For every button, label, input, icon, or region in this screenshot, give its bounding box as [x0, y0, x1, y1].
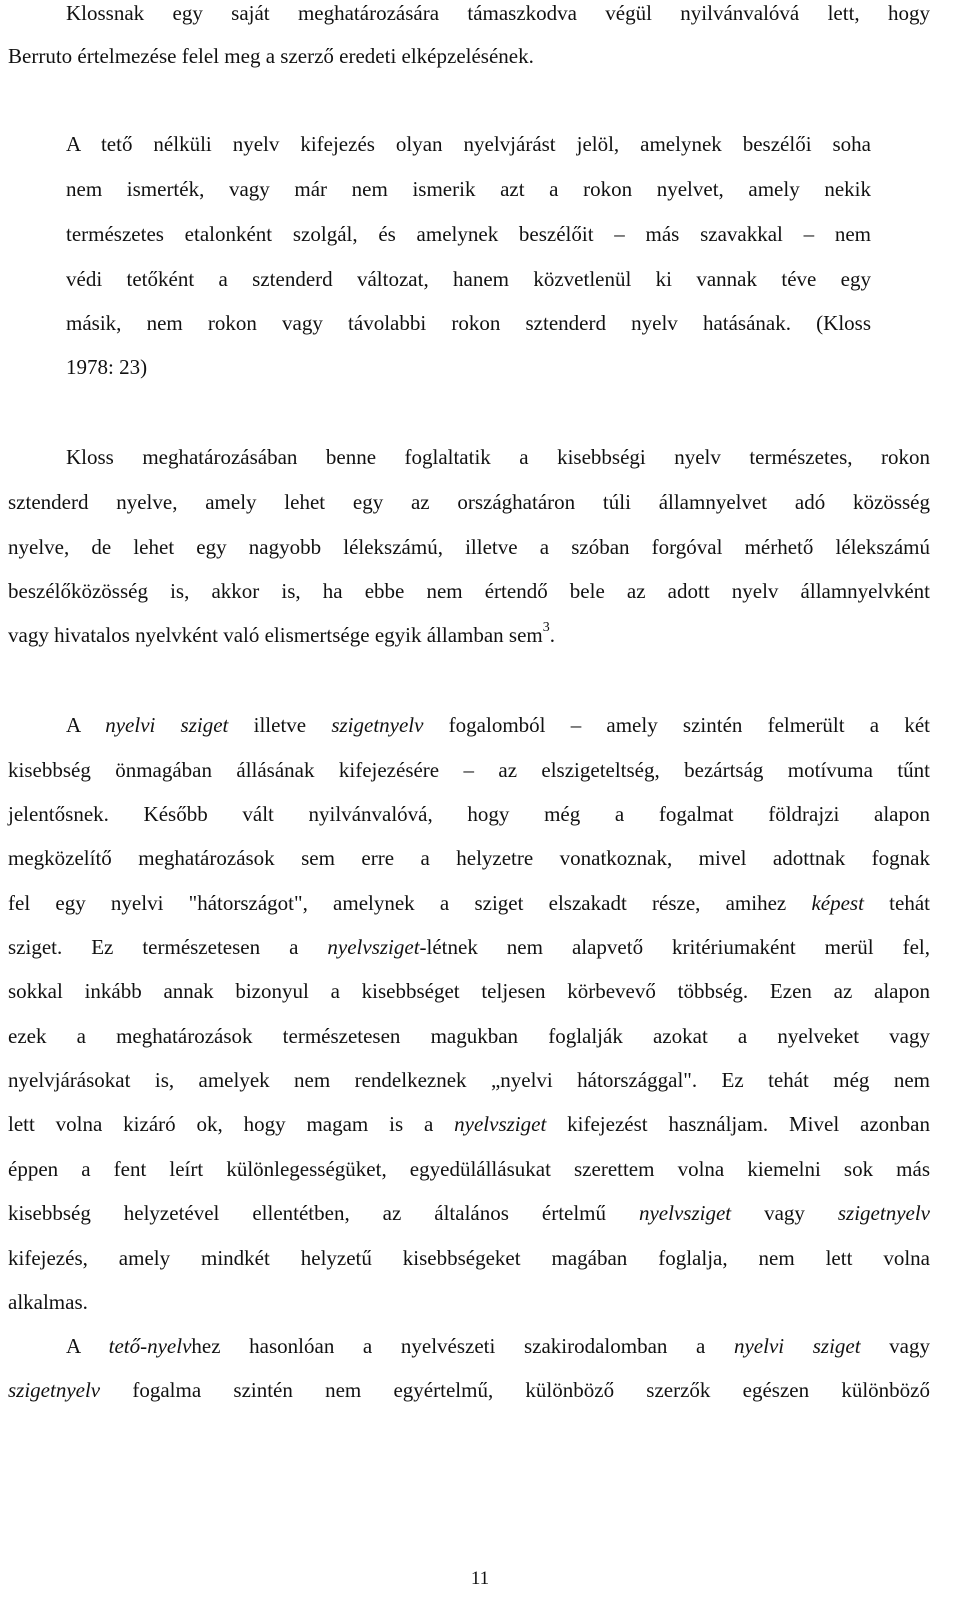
quote-line: 1978: 23)	[66, 355, 148, 379]
body-line	[66, 1324, 930, 1369]
body-line	[8, 613, 930, 658]
body-text: fogalma szintén nem egyértelmű, különböző szerzők egészen különböző	[100, 1378, 930, 1402]
body-line	[8, 1191, 930, 1236]
body-line: megközelítő meghatározások sem erre a helyzetre vonatkoznak, mivel adottnak fognak	[8, 846, 930, 870]
italic-term: nyelvsziget	[454, 1112, 547, 1136]
body-line: kifejezés, amely mindkét helyzetű kisebbségeket magában foglalja, nem lett volna	[8, 1246, 930, 1270]
body-line: nyelve, de lehet egy nagyobb lélekszámú, illetve a szóban forgóval mérhető lélekszámú	[8, 535, 930, 559]
body-line	[8, 925, 930, 970]
intro-line: Berruto értelmezése felel meg a szerző eredeti elképzelésének.	[8, 44, 534, 68]
body-line: sokkal inkább annak bizonyul a kisebbséget teljesen körbevevő többség. Ezen az alapon	[8, 979, 930, 1003]
body-text: fogalomból – amely szintén felmerült a két	[423, 713, 930, 737]
body-text: -létnek nem alapvető kritériumaként merül fel,	[419, 935, 931, 959]
body-line: beszélőközösség is, akkor is, ha ebbe nem értendő bele az adott nyelv államnyelvként	[8, 579, 930, 603]
body-line: nyelvjárásokat is, amelyek nem rendelkeznek „nyelvi hátországgal". Ez tehát még nem	[8, 1068, 930, 1092]
page-number: 11	[470, 1568, 490, 1589]
body-text: fel egy nyelvi "hátországot", amelynek a sziget elszakadt része, amihez	[8, 891, 812, 915]
quote-line: nem ismerték, vagy már nem ismerik azt a rokon nyelvet, amely nekik	[66, 177, 871, 201]
body-text: .	[549, 623, 556, 647]
body-text: vagy	[731, 1201, 838, 1225]
body-text: illetve	[228, 713, 332, 737]
italic-term: szigetnyelv	[837, 1201, 931, 1225]
body-text: tehát	[863, 891, 930, 915]
body-line	[8, 1368, 930, 1413]
body-line	[8, 1102, 930, 1147]
body-text: lett volna kizáró ok, hogy magam is a	[8, 1112, 455, 1136]
body-line: ezek a meghatározások természetesen magukban foglalják azokat a nyelveket vagy	[8, 1024, 930, 1048]
body-line: kisebbség önmagában állásának kifejezésére – az elszigeteltség, bezártság motívuma tűnt	[8, 758, 930, 782]
body-text: A	[66, 713, 106, 737]
body-line	[66, 703, 930, 748]
italic-term: nyelvsziget	[327, 935, 420, 959]
italic-term: nyelvi sziget	[105, 713, 229, 737]
footnote-marker: 3	[542, 620, 550, 635]
body-text: sziget. Ez természetesen a	[8, 935, 328, 959]
body-line: Kloss meghatározásában benne foglaltatik a kisebbségi nyelv természetes, rokon	[66, 445, 930, 469]
italic-term: nyelvsziget	[638, 1201, 732, 1225]
quote-line: másik, nem rokon vagy távolabbi rokon sztenderd nyelv hatásának. (Kloss	[66, 311, 871, 335]
italic-term: tető-nyelv	[108, 1334, 192, 1358]
body-text: hez hasonlóan a nyelvészeti szakirodalomban a	[191, 1334, 734, 1358]
body-line: éppen a fent leírt különlegességüket, egyedülállásukat szerettem volna kiemelni sok más	[8, 1157, 930, 1181]
intro-line: Klossnak egy saját meghatározására támaszkodva végül nyilvánvalóvá lett, hogy	[66, 1, 930, 25]
body-text: kisebbség helyzetével ellentétben, az általános értelmű	[8, 1201, 639, 1225]
quote-line: védi tetőként a sztenderd változat, hanem közvetlenül ki vannak téve egy	[66, 267, 871, 291]
italic-term: képest	[811, 891, 864, 915]
italic-term: nyelvi sziget	[733, 1334, 861, 1358]
quote-line: természetes etalonként szolgál, és amelynek beszélőit – más szavakkal – nem	[66, 222, 871, 246]
quote-line: A tető nélküli nyelv kifejezés olyan nyelvjárást jelöl, amelynek beszélői soha	[66, 132, 871, 156]
body-line: jelentősnek. Később vált nyilvánvalóvá, hogy még a fogalmat földrajzi alapon	[8, 802, 930, 826]
italic-term: szigetnyelv	[331, 713, 424, 737]
body-text: vagy	[860, 1334, 931, 1358]
body-text: A	[66, 1334, 109, 1358]
italic-term: szigetnyelv	[8, 1378, 101, 1402]
body-line	[8, 881, 930, 926]
body-text: kifejezést használjam. Mivel azonban	[546, 1112, 930, 1136]
body-line: alkalmas.	[8, 1290, 88, 1314]
body-text: vagy hivatalos nyelvként való elismertsége egyik államban sem	[8, 623, 543, 647]
body-line: sztenderd nyelve, amely lehet egy az országhatáron túli államnyelvet adó közösség	[8, 490, 930, 514]
